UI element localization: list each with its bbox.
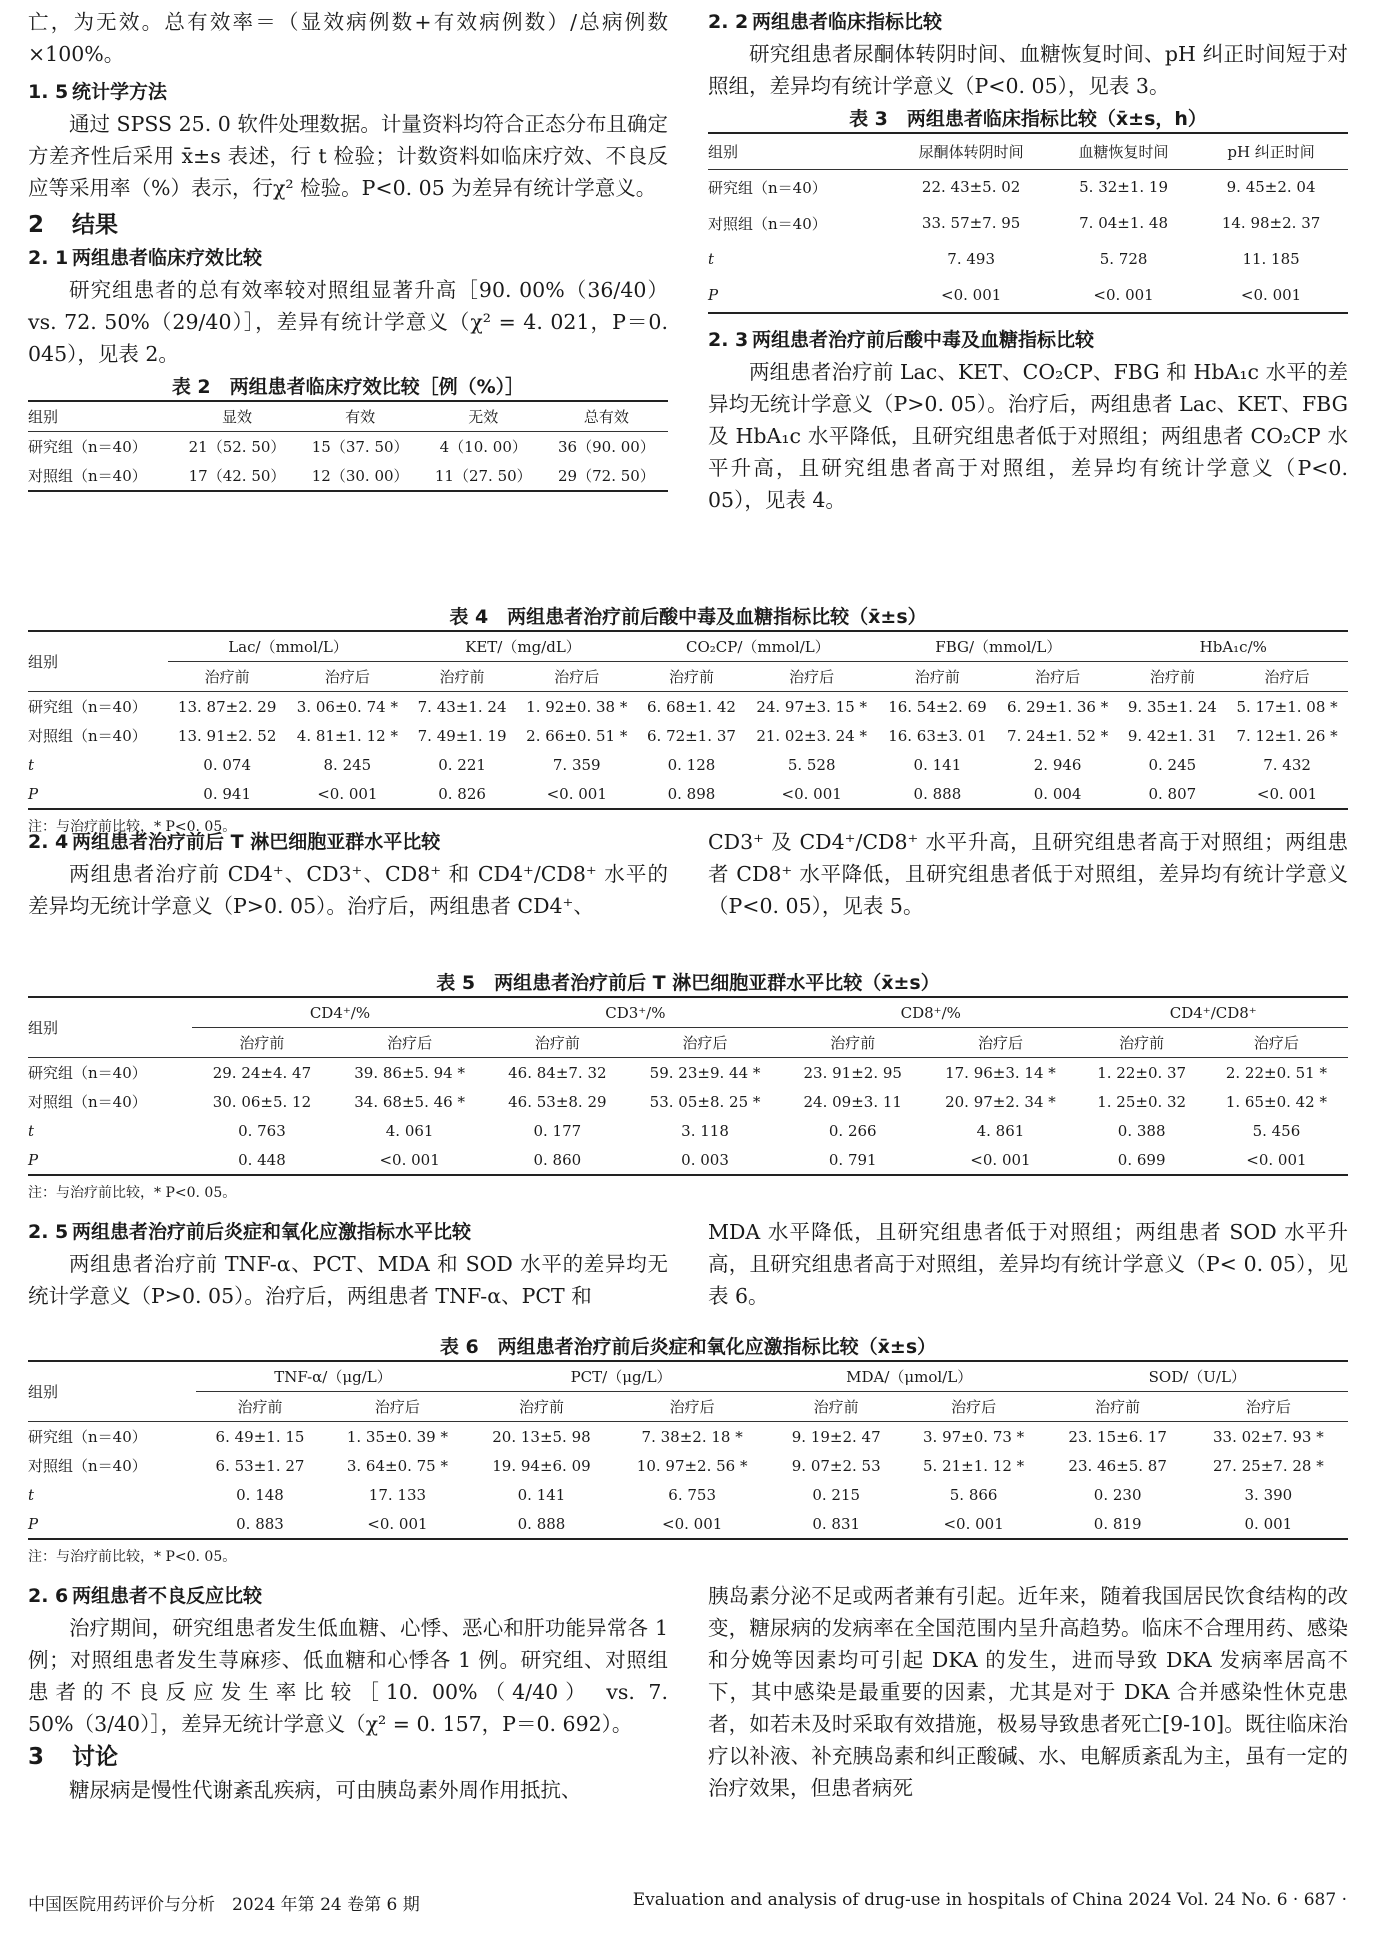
table-2 [28, 400, 668, 492]
table-header: CD4⁺/CD8⁺ [1078, 997, 1348, 1028]
table-cell: 0. 883 [236, 1514, 284, 1533]
table-cell: 0. 141 [517, 1485, 566, 1504]
table-cell: 0. 807 [1148, 784, 1197, 803]
table-cell: 17. 133 [368, 1485, 427, 1504]
section-2-5-right [708, 1216, 1348, 1312]
section-2-6-text: 治疗期间，研究组患者发生低血糖、心悸、恶心和肝功能异常各 1 例；对照组患者发生荨麻疹、低血糖和心悸各 1 例。研究组、对照组患者的不良反应发生率比较［10. 00%（4/40） vs. 7. 50%（3/40）］，差异无统计学意义（χ² = 0. 157，P＝0. 692）。 [28, 1616, 668, 1736]
section-1-5-heading [28, 76, 668, 108]
table-cell: 7. 432 [1263, 755, 1311, 774]
table-row: 研究组（n＝40） 22. 43±5. 02 5. 32±1. 19 9. 45±2. 04 [708, 178, 1316, 197]
section-2-5-left [28, 1216, 668, 1312]
row-label: t [28, 755, 35, 774]
table-cell: 3. 06±0. 74 * [296, 697, 398, 716]
table-header: 组别 [28, 631, 168, 692]
table-header: 组别 [28, 997, 192, 1058]
table-cell: <0. 001 [781, 784, 842, 803]
section-2-5-heading [28, 1216, 668, 1248]
table-cell: 0. 230 [1093, 1485, 1142, 1504]
table-cell: 5. 866 [949, 1485, 998, 1504]
section-2-heading [28, 208, 668, 242]
table-cell: 2. 22±0. 51 * [1225, 1063, 1327, 1082]
table-2-caption: 表 2 两组患者临床疗效比较［例（%）］ [171, 376, 525, 398]
table-cell: 9. 07±2. 53 [791, 1456, 881, 1475]
table-cell: 27. 25±7. 28 * [1213, 1456, 1324, 1475]
table-cell: 5. 21±1. 12 * [923, 1456, 1025, 1475]
row-label: 研究组（n＝40） [28, 1428, 147, 1446]
row-label: t [28, 1485, 35, 1504]
table-cell: 24. 09±3. 11 [803, 1092, 902, 1111]
table-header: pH 纠正时间 [1194, 133, 1348, 169]
table-row [28, 721, 1348, 750]
section-2-4-text-right: CD3⁺ 及 CD4⁺/CD8⁺ 水平升高，且研究组患者高于对照组；两组患者 CD8⁺ 水平降低，且研究组患者低于对照组，差异均有统计学意义（P<0. 05），见表 5。 [708, 830, 1348, 918]
table-cell: 2. 946 [1033, 755, 1082, 774]
section-title: 两组患者治疗前后炎症和氧化应激指标水平比较 [72, 1221, 472, 1243]
table-6: 组别 TNF-α/（μg/L） PCT/（μg/L） MDA/（μmol/L） SOD/（U/L） 治疗前 治疗后 治疗前 治疗后 治疗前 治疗后 治疗前 治疗后 研究组（n＝40） 6. 49±1. 15 1. 35±0. 39 * 20. 13±5. 98 7. 38±2. 18 * 9. 19±2. 47 3. 97±0. 73 * 23. 15±6. 17 33. 02±7. 93 * 对照组（n＝40） 6. 53±1. 27 3. 64±0. 75 * 19. 94±6. 09 10. 97±2. 56 * 9. 07±2. 53 5. 21±1. 12 * 23. 46±5. 87 27. 25±7. 28 * t 0. 148 17. 133 0. 141 6. 753 0. 215 5. 866 0. 230 3. 390 P 0. 883 <0. 001 0. 888 <0. 001 0. 831 <0. 001 0. 819 0. 001 [28, 1360, 1348, 1540]
table-cell: 46. 84±7. 32 [508, 1063, 607, 1082]
table-cell: 6. 53±1. 27 [215, 1456, 305, 1475]
table-cell: <0. 001 [379, 1150, 440, 1169]
table-6-block [28, 1334, 1348, 1566]
section-2-6-left [28, 1580, 668, 1806]
section-title: 两组患者治疗前后酸中毒及血糖指标比较 [752, 329, 1095, 351]
table-cell: 0. 003 [681, 1150, 729, 1169]
table-row [28, 1422, 1348, 1452]
table-cell: 5. 528 [787, 755, 836, 774]
table-cell: 1. 22±0. 37 [1097, 1063, 1187, 1082]
table-cell: 24. 97±3. 15 * [756, 697, 868, 716]
table-cell: 7. 49±1. 19 [417, 726, 507, 745]
table-row [28, 1116, 1348, 1145]
table-header: 组别 [28, 1361, 196, 1422]
table-header: 尿酮体转阴时间 [889, 133, 1053, 169]
table-cell: 53. 05±8. 25 * [649, 1092, 761, 1111]
section-number: 2. 5 [28, 1221, 69, 1243]
table-row [28, 1058, 1348, 1088]
table-cell: 20. 97±2. 34 * [945, 1092, 1056, 1111]
table-4: 组别 Lac/（mmol/L） KET/（mg/dL） CO₂CP/（mmol/L） FBG/（mmol/L） HbA₁c/% 治疗前 治疗后 治疗前 治疗后 治疗前 治疗后 治疗前 治疗后 治疗前 治疗后 研究组（n＝40） 13. 87±2. 29 3. 06±0. 74 * 7. 43±1. 24 1. 92±0. 38 * 6. 68±1. 42 24. 97±3. 15 * 16. 54±2. 69 6. 29±1. 36 * 9. 35±1. 24 5. 17±1. 08 * 对照组（n＝40） 13. 91±2. 52 4. 81±1. 12 * 7. 49±1. 19 2. 66±0. 51 * 6. 72±1. 37 21. 02±3. 24 * 16. 63±3. 01 7. 24±1. 52 * 9. 42±1. 31 7. 12±1. 26 * t 0. 074 8. 245 0. 221 7. 359 0. 128 5. 528 0. 141 2. 946 0. 245 7. 432 P 0. 941 <0. 001 0. 826 <0. 001 0. 898 <0. 001 0. 888 0. 004 0. 807 <0. 001 [28, 630, 1348, 810]
row-label: 对照组（n＝40） [28, 1457, 147, 1475]
section-1-5-text: 通过 SPSS 25. 0 软件处理数据。计量资料均符合正态分布且确定方差齐性后采用 x̄±s 表述，行 t 检验；计数资料如临床疗效、不良反应等采用率（%）表示，行χ² 检验。P<0. 05 为差异有统计学意义。 [28, 112, 668, 200]
table-row: 对照组（n＝40） 33. 57±7. 95 7. 04±1. 48 14. 98±2. 37 [708, 214, 1321, 233]
table-5-caption: 表 5 两组患者治疗前后 T 淋巴细胞亚群水平比较（x̄±s） [436, 972, 940, 994]
table-header: CD8⁺/% [783, 997, 1078, 1028]
section-title: 两组患者治疗前后 T 淋巴细胞亚群水平比较 [72, 831, 441, 853]
section-2-5-text-left: 两组患者治疗前 TNF-α、PCT、MDA 和 SOD 水平的差异均无统计学意义（P>0. 05）。治疗后，两组患者 TNF-α、PCT 和 [28, 1252, 668, 1308]
table-cell: <0. 001 [662, 1514, 723, 1533]
table-header: CD3⁺/% [488, 997, 783, 1028]
section-number: 1. 5 [28, 81, 69, 103]
table-row: 对照组（n＝40） 17（42. 50） 12（30. 00） 11（27. 50） 29（72. 50） [28, 461, 668, 491]
section-title: 两组患者临床指标比较 [752, 11, 943, 33]
right-column-top [708, 6, 1348, 516]
table-cell: 4. 81±1. 12 * [296, 726, 398, 745]
table-cell: 0. 388 [1117, 1121, 1166, 1140]
section-2-2-text: 研究组患者尿酮体转阴时间、血糖恢复时间、pH 纠正时间短于对照组，差异均有统计学意义（P<0. 05），见表 3。 [708, 42, 1348, 98]
section-2-4-heading [28, 826, 668, 858]
table-cell: 1. 65±0. 42 * [1225, 1092, 1327, 1111]
table-cell: 0. 763 [238, 1121, 286, 1140]
table-header: 有效 [299, 401, 422, 432]
table-cell: 29. 24±4. 47 [212, 1063, 312, 1082]
row-label: 研究组（n＝40） [28, 1064, 147, 1082]
section-title: 两组患者临床疗效比较 [72, 247, 263, 269]
table-header: MDA/（μmol/L） [772, 1361, 1047, 1392]
table-cell: 4. 861 [976, 1121, 1025, 1140]
table-cell: 3. 97±0. 73 * [923, 1427, 1025, 1446]
section-2-1-heading [28, 242, 668, 274]
section-2-4-left [28, 826, 668, 922]
row-label: P [28, 784, 39, 803]
table-cell: 16. 63±3. 01 [888, 726, 987, 745]
table-cell: 6. 49±1. 15 [215, 1427, 305, 1446]
table-header: TNF-α/（μg/L） [196, 1361, 471, 1392]
table-cell: 7. 12±1. 26 * [1236, 726, 1338, 745]
table-5-note: 注：与治疗前比较，* P<0. 05。 [28, 1185, 237, 1201]
section-3-text-left: 糖尿病是慢性代谢紊乱疾病，可由胰岛素外周作用抵抗、 [69, 1778, 582, 1802]
table-4-note: 注：与治疗前比较，* P<0. 05。 [28, 819, 237, 835]
table-cell: 7. 43±1. 24 [417, 697, 507, 716]
table-6-note: 注：与治疗前比较，* P<0. 05。 [28, 1549, 237, 1565]
table-cell: 20. 13±5. 98 [492, 1427, 591, 1446]
table-cell: 0. 826 [438, 784, 486, 803]
table-cell: 13. 91±2. 52 [177, 726, 277, 745]
table-row [28, 779, 1348, 809]
table-cell: <0. 001 [367, 1514, 428, 1533]
table-cell: 46. 53±8. 29 [508, 1092, 607, 1111]
table-cell: <0. 001 [546, 784, 607, 803]
table-row: 研究组（n＝40） 21（52. 50） 15（37. 50） 4（10. 00） 36（90. 00） [28, 438, 655, 456]
table-header: SOD/（U/L） [1047, 1361, 1348, 1392]
table-cell: 7. 359 [552, 755, 601, 774]
table-header: 显效 [175, 401, 298, 432]
table-cell: 7. 24±1. 52 * [1007, 726, 1109, 745]
table-cell: 0. 860 [533, 1150, 582, 1169]
section-number: 2. 2 [708, 11, 749, 33]
section-number: 2. 3 [708, 329, 749, 351]
table-cell: 19. 94±6. 09 [492, 1456, 591, 1475]
table-cell: 39. 86±5. 94 * [354, 1063, 465, 1082]
table-cell: 23. 15±6. 17 [1068, 1427, 1167, 1446]
table-row [28, 750, 1348, 779]
table-cell: 9. 19±2. 47 [791, 1427, 881, 1446]
table-cell: 0. 004 [1033, 784, 1082, 803]
table-header: Lac/（mmol/L） [168, 631, 408, 662]
table-header: CO₂CP/（mmol/L） [638, 631, 878, 662]
row-label: 对照组（n＝40） [28, 727, 147, 745]
table-cell: 1. 35±0. 39 * [346, 1427, 448, 1446]
table-cell: 23. 91±2. 95 [803, 1063, 902, 1082]
table-cell: 1. 92±0. 38 * [526, 697, 628, 716]
table-row [28, 1087, 1348, 1116]
section-title: 讨论 [72, 1744, 118, 1770]
table-cell: 30. 06±5. 12 [212, 1092, 312, 1111]
table-cell: <0. 001 [317, 784, 378, 803]
section-title: 结果 [72, 212, 118, 238]
section-number: 2. 4 [28, 831, 69, 853]
table-cell: 33. 02±7. 93 * [1213, 1427, 1324, 1446]
table-cell: 0. 177 [533, 1121, 582, 1140]
table-row [28, 1509, 1348, 1539]
table-cell: 59. 23±9. 44 * [649, 1063, 761, 1082]
section-2-3-heading [708, 324, 1348, 356]
section-2-4-text-left: 两组患者治疗前 CD4⁺、CD3⁺、CD8⁺ 和 CD4⁺/CD8⁺ 水平的差异均无统计学意义（P>0. 05）。治疗后，两组患者 CD4⁺、 [28, 862, 668, 918]
table-header: FBG/（mmol/L） [878, 631, 1118, 662]
table-cell: 7. 38±2. 18 * [641, 1427, 743, 1446]
table-cell: 6. 753 [668, 1485, 716, 1504]
table-cell: 0. 128 [667, 755, 716, 774]
table-cell: 5. 456 [1252, 1121, 1301, 1140]
table-cell: 3. 118 [681, 1121, 729, 1140]
table-cell: <0. 001 [1256, 784, 1318, 803]
table-cell: 6. 68±1. 42 [647, 697, 736, 716]
table-5-block [28, 970, 1348, 1202]
table-cell: 0. 819 [1093, 1514, 1142, 1533]
table-cell: 0. 221 [438, 755, 486, 774]
table-cell: 0. 831 [812, 1514, 861, 1533]
section-number: 2. 6 [28, 1585, 69, 1607]
table-cell: 4. 061 [385, 1121, 434, 1140]
section-2-4-right [708, 826, 1348, 922]
table-cell: 21. 02±3. 24 * [756, 726, 868, 745]
table-cell: 0. 148 [236, 1485, 284, 1504]
table-row: t 7. 493 5. 728 11. 185 [708, 250, 1300, 268]
table-cell: 0. 448 [238, 1150, 286, 1169]
table-4-block [28, 604, 1348, 836]
table-cell: 3. 64±0. 75 * [346, 1456, 448, 1475]
table-header: 组别 [28, 401, 175, 432]
table-header: HbA₁c/% [1119, 631, 1348, 662]
table-cell: 17. 96±3. 14 * [945, 1063, 1056, 1082]
table-row [28, 1451, 1348, 1480]
section-title: 两组患者不良反应比较 [72, 1585, 263, 1607]
table-5: 组别 CD4⁺/% CD3⁺/% CD8⁺/% CD4⁺/CD8⁺ 治疗前 治疗后 治疗前 治疗后 治疗前 治疗后 治疗前 治疗后 研究组（n＝40） 29. 24±4. 47 39. 86±5. 94 * 46. 84±7. 32 59. 23±9. 44 * 23. 91±2. 95 17. 96±3. 14 * 1. 22±0. 37 2. 22±0. 51 * 对照组（n＝40） 30. 06±5. 12 34. 68±5. 46 * 46. 53±8. 29 53. 05±8. 25 * 24. 09±3. 11 20. 97±2. 34 * 1. 25±0. 32 1. 65±0. 42 * t 0. 763 4. 061 0. 177 3. 118 0. 266 4. 861 0. 388 5. 456 P 0. 448 <0. 001 0. 860 0. 003 0. 791 <0. 001 0. 699 <0. 001 [28, 996, 1348, 1176]
table-cell: 5. 17±1. 08 * [1236, 697, 1338, 716]
table-cell: 9. 42±1. 31 [1127, 726, 1217, 745]
table-cell: 8. 245 [323, 755, 372, 774]
section-3-right [708, 1580, 1348, 1804]
section-3-text-right: 胰岛素分泌不足或两者兼有引起。近年来，随着我国居民饮食结构的改变，糖尿病的发病率在全国范围内呈升高趋势。临床不合理用药、感染和分娩等因素均可引起 DKA 的发生，进而导致 DKA 发病率居高不下，其中感染是最重要的因素，尤其是对于 DKA 合并感染性休克患者，如若未及时采取有效措施，极易导致患者死亡[9-10]。既往临床治疗以补液、补充胰岛素和纠正酸碱、水、电解质紊乱为主，虽有一定的治疗效果，但患者病死 [708, 1584, 1348, 1800]
table-header: 血糖恢复时间 [1053, 133, 1194, 169]
table-row [28, 1480, 1348, 1509]
table-cell: 23. 46±5. 87 [1068, 1456, 1167, 1475]
table-cell: 0. 941 [203, 784, 251, 803]
table-cell: 2. 66±0. 51 * [526, 726, 628, 745]
left-column-top [28, 6, 668, 492]
section-title: 统计学方法 [72, 81, 168, 103]
table-cell: 0. 245 [1148, 755, 1197, 774]
table-cell: 0. 888 [517, 1514, 566, 1533]
table-4-caption: 表 4 两组患者治疗前后酸中毒及血糖指标比较（x̄±s） [449, 606, 927, 628]
row-label: 研究组（n＝40） [28, 698, 147, 716]
table-header: KET/（mg/dL） [408, 631, 637, 662]
table-cell: 1. 25±0. 32 [1097, 1092, 1187, 1111]
footer-journal-en: Evaluation and analysis of drug-use in hospitals of China 2024 Vol. 24 No. 6 · 687 · [632, 1890, 1347, 1910]
table-header: 无效 [422, 401, 545, 432]
section-2-3-text: 两组患者治疗前 Lac、KET、CO₂CP、FBG 和 HbA₁c 水平的差异均无统计学意义（P>0. 05）。治疗后，两组患者 Lac、KET、FBG 及 HbA₁c 水平降低，且研究组患者低于对照组；两组患者 CO₂CP 水平升高，且研究组患者高于对照组，差异均有统计学意义（P<0. 05），见表 4。 [708, 360, 1348, 512]
section-2-1-text: 研究组患者的总有效率较对照组显著升高［90. 00%（36/40） vs. 72. 50%（29/40）］，差异有统计学意义（χ² = 4. 021，P＝0. 045），见表 2。 [28, 278, 668, 366]
table-header: 总有效 [545, 401, 668, 432]
table-row [28, 692, 1348, 722]
table-cell: 0. 141 [913, 755, 962, 774]
row-label: P [28, 1514, 39, 1533]
row-label: P [28, 1150, 39, 1169]
section-3-heading [28, 1740, 668, 1774]
row-label: t [28, 1121, 35, 1140]
table-row [28, 1145, 1348, 1175]
section-number: 2 [28, 212, 45, 238]
table-cell: 0. 898 [667, 784, 716, 803]
table-cell: 0. 791 [828, 1150, 877, 1169]
table-cell: 9. 35±1. 24 [1127, 697, 1217, 716]
table-3 [708, 132, 1348, 314]
table-header: 组别 [708, 133, 889, 169]
table-3-caption: 表 3 两组患者临床指标比较（x̄±s，h） [849, 108, 1207, 130]
table-cell: <0. 001 [943, 1514, 1004, 1533]
table-cell: 13. 87±2. 29 [177, 697, 277, 716]
table-cell: 0. 699 [1117, 1150, 1166, 1169]
table-6-caption: 表 6 两组患者治疗前后炎症和氧化应激指标比较（x̄±s） [439, 1336, 937, 1358]
table-cell: <0. 001 [1246, 1150, 1307, 1169]
table-cell: 6. 72±1. 37 [647, 726, 736, 745]
table-cell: 0. 001 [1244, 1514, 1293, 1533]
table-row: P <0. 001 <0. 001 <0. 001 [708, 277, 1348, 313]
table-cell: 34. 68±5. 46 * [354, 1092, 465, 1111]
row-label: 对照组（n＝40） [28, 1093, 147, 1111]
section-2-6-heading [28, 1580, 668, 1612]
footer-journal-cn: 中国医院用药评价与分析 2024 年第 24 卷第 6 期 [28, 1895, 420, 1915]
section-number: 3 [28, 1744, 45, 1770]
table-cell: 0. 215 [812, 1485, 861, 1504]
table-cell: <0. 001 [970, 1150, 1031, 1169]
table-cell: 0. 266 [828, 1121, 877, 1140]
section-2-5-text-right: MDA 水平降低，且研究组患者低于对照组；两组患者 SOD 水平升高，且研究组患者高于对照组，差异均有统计学意义（P< 0. 05），见表 6。 [708, 1220, 1348, 1308]
section-number: 2. 1 [28, 247, 69, 269]
section-2-2-heading [708, 6, 1348, 38]
table-cell: 10. 97±2. 56 * [636, 1456, 748, 1475]
table-cell: 16. 54±2. 69 [888, 697, 987, 716]
table-header: CD4⁺/% [192, 997, 487, 1028]
table-header: PCT/（μg/L） [470, 1361, 771, 1392]
intro-paragraph: 亡，为无效。总有效率＝（显效病例数+有效病例数）/总病例数×100%。 [28, 10, 668, 66]
table-cell: 6. 29±1. 36 * [1007, 697, 1109, 716]
table-cell: 0. 074 [203, 755, 251, 774]
table-cell: 3. 390 [1244, 1485, 1293, 1504]
table-cell: 0. 888 [913, 784, 962, 803]
